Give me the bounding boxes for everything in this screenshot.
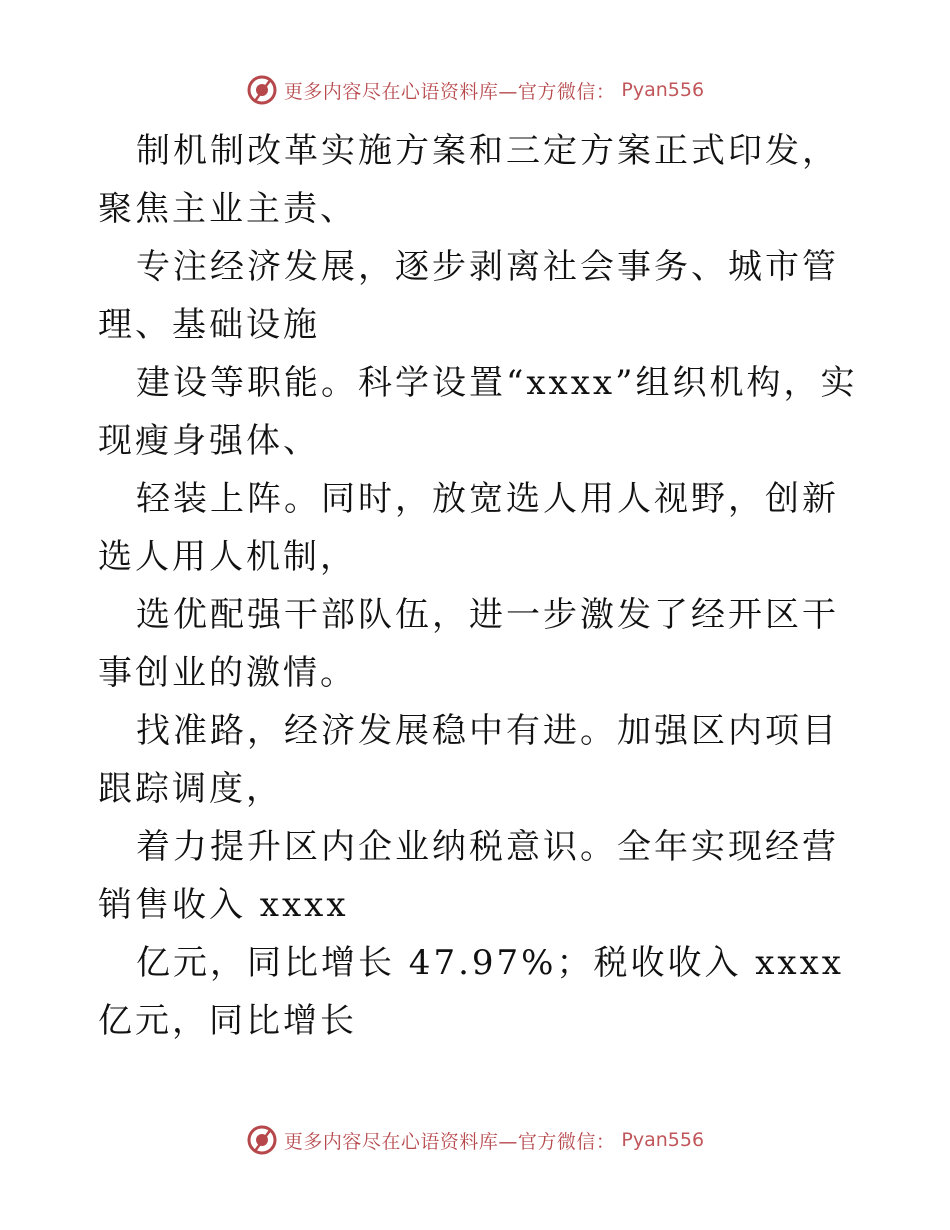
header-banner bbox=[0, 74, 950, 106]
quill-circle-icon bbox=[246, 1124, 278, 1156]
footer-banner-wechat: Pyan556 bbox=[621, 1129, 705, 1151]
paragraph-8: 亿元，同比增长 47.97%；税收收入 xxxx 亿元，同比增长 bbox=[98, 943, 844, 1041]
header-banner-wechat: Pyan556 bbox=[621, 79, 705, 101]
paragraph-6: 找准路，经济发展稳中有进。加强区内项目跟踪调度， bbox=[98, 711, 839, 809]
paragraph-3: 建设等职能。科学设置“xxxx”组织机构，实现瘦身强体、 bbox=[98, 363, 858, 461]
footer-banner bbox=[0, 1124, 950, 1156]
paragraph-7: 着力提升区内企业纳税意识。全年实现经营销售收入 xxxx bbox=[98, 827, 839, 925]
paragraph-5: 选优配强干部队伍，进一步激发了经开区干事创业的激情。 bbox=[98, 595, 839, 693]
paragraph-2: 专注经济发展，逐步剥离社会事务、城市管理、基础设施 bbox=[98, 247, 839, 345]
quill-circle-icon bbox=[246, 74, 278, 106]
paragraph-1: 制机制改革实施方案和三定方案正式印发，聚焦主业主责、 bbox=[98, 131, 839, 229]
footer-banner-text: 更多内容尽在心语资料库—官方微信： bbox=[283, 1130, 616, 1153]
paragraph-4: 轻装上阵。同时，放宽选人用人视野，创新选人用人机制， bbox=[98, 479, 839, 577]
header-banner-text: 更多内容尽在心语资料库—官方微信： bbox=[283, 80, 616, 103]
document-body bbox=[98, 122, 858, 1050]
